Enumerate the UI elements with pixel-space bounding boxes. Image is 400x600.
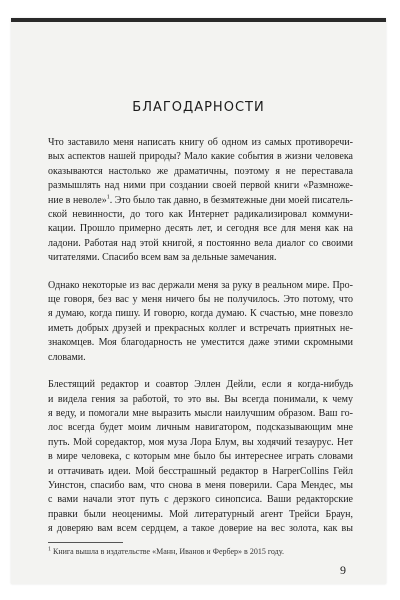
text-line: правки были неоценимы. Мой литературный агент Трейси Браун, xyxy=(48,508,353,520)
text-fragment: ние в неволе» xyxy=(48,194,107,206)
footnote-divider xyxy=(48,542,123,543)
section-heading: БЛАГОДАРНОСТИ xyxy=(132,100,265,115)
text-line: и оттачивать идеи. Мой бесстрашный редактор в HarperCollins Гейл xyxy=(48,465,353,477)
footnote-marker: 1 xyxy=(48,546,51,553)
text-line: я веду, и помогали мне выразить мысли наилучшим образом. Ваш го- xyxy=(48,407,353,419)
text-line: иметь добрых друзей и прекрасных коллег и встречать приятных не- xyxy=(48,322,353,334)
text-line: ще говоря, без вас у меня ничего бы не получилось. Это потому, что xyxy=(48,294,353,306)
text-line: читателями. Спасибо всем вам за дельные замечания. xyxy=(48,252,277,264)
text-line: словами. xyxy=(48,351,86,363)
text-line: размышлять над ними при создании своей первой книги «Размноже- xyxy=(48,180,353,192)
footnote-reference: 1 xyxy=(106,194,110,201)
footnote xyxy=(48,547,353,557)
text-fragment: коммуни- xyxy=(312,209,353,221)
text-line: и видела гения за работой, то это вы. Вы всегда понимали, к чему xyxy=(48,393,353,405)
text-line: вых аспектов нашей природы? Мало какие события в жизни человека xyxy=(48,151,353,163)
text-line: в мире человека, с которым мне было бы интереснее играть словами xyxy=(48,451,353,463)
page-number: 9 xyxy=(340,563,346,577)
text-line: лос всегда будет моим личным навигатором, подсказывающим мне xyxy=(48,422,353,434)
text-fragment: ской невинности, до того как Интернет радикализировал xyxy=(48,209,313,221)
text-line: с вами начали этот путь с дерзкого синопсиса. Ваши редакторские xyxy=(48,494,353,506)
footnote-text: Книга вышла в издательстве «Манн, Иванов и Фербер» в 2015 году. xyxy=(53,547,284,556)
text-line: оказываются настолько же драматичны, поэтому я не переставала xyxy=(48,165,353,177)
text-line: я доверяю вам всем сердцем, а такое доверие на вес золота, как вы xyxy=(48,523,353,535)
book-page xyxy=(11,18,386,584)
paragraph-1 xyxy=(48,136,353,266)
text-line: путь. Мой соредактор, моя муза Лора Блум, вы ходячий тезаурус. Нет xyxy=(48,436,353,448)
text-line: Блестящий редактор и соавтор Эллен Дейли, если я когда-нибудь xyxy=(48,379,353,391)
text-line xyxy=(48,194,353,208)
header-rule xyxy=(11,18,386,22)
text-line: Уинстон, спасибо вам, что снова в меня поверили. Сара Мендес, мы xyxy=(48,479,353,491)
text-fragment: . Это было так давно, в безмятежные дни моей писатель- xyxy=(109,194,354,206)
text-line: Однако некоторые из вас держали меня за руку в реальном мире. Про- xyxy=(48,279,353,291)
text-line xyxy=(48,208,353,222)
text-line: я думаю, когда пишу. И говорю, когда думаю. К счастью, мне повезло xyxy=(48,308,353,320)
paragraph-3 xyxy=(48,378,353,536)
text-line: кации. Прошло примерно десять лет, и сегодня все для меня как на xyxy=(48,223,353,235)
text-line: знакомцев. Моя благодарность не уместится даже этими скромными xyxy=(48,337,353,349)
text-line: ладони. Работая над этой книгой, я постоянно вела диалог со своими xyxy=(48,237,353,249)
text-line: Что заставило меня написать книгу об одном из самых противоречи- xyxy=(48,137,353,148)
paragraph-2 xyxy=(48,279,353,365)
